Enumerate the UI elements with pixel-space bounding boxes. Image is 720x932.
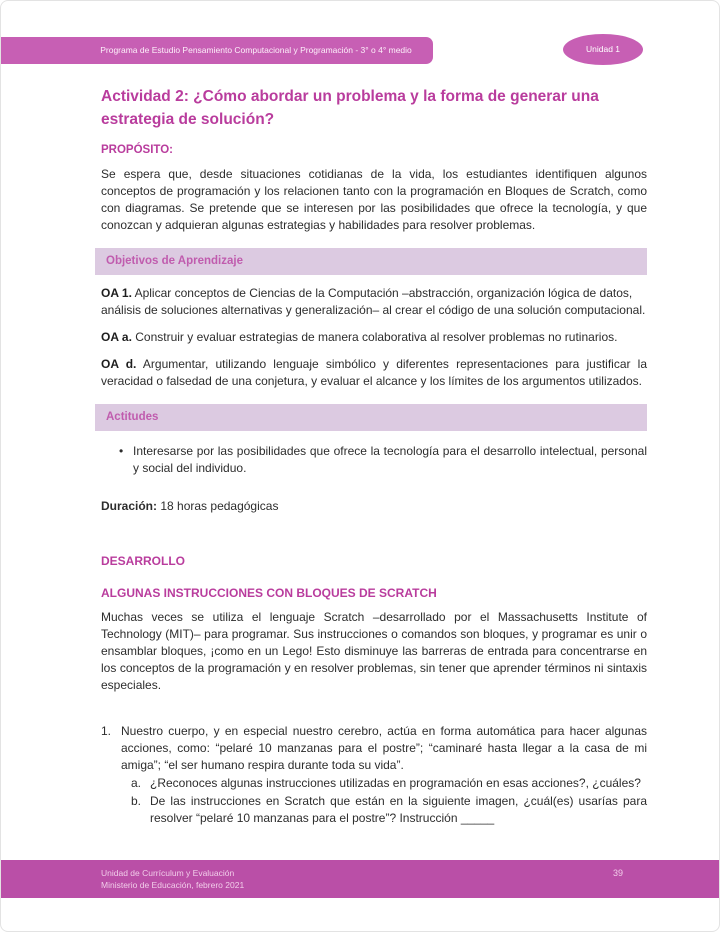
unit-badge-label: Unidad 1 [585,44,621,54]
list-item-number: 1. [101,724,112,738]
proposito-heading: PROPÓSITO: [101,144,173,156]
sub-item-a [121,775,647,792]
objetivos-section-bar [95,248,647,275]
scratch-intro-paragraph: Muchas veces se utiliza el lenguaje Scratch –desarrollado por el Massachusetts Institute of Technology (MIT)– para programar. Sus instrucciones o comandos son bloques, y programar es unir o ensamblar bloques, ¡como en un Lego! Esto disminuye las barreras de entrada para concentrarse en los conceptos de la programación y en resolver problemas, sin tener que aprender términos ni sintaxis especiales. [101,610,647,692]
list-item-1 [101,723,647,827]
actitudes-section-label: Actitudes [106,411,159,423]
oa-code: OA d. [101,357,137,371]
activity-title: Actividad 2: ¿Cómo abordar un problema y la forma de generar una estrategia de solución? [101,88,599,128]
sub-item-letter: a. [131,776,142,790]
list-item-body [121,723,647,827]
page-content [101,1,647,827]
oa-text: Aplicar conceptos de Ciencias de la Computación –abstracción, organización lógica de datos, análisis de soluciones alternativas y generalización– al crear el código de una solución computacional. [101,286,646,317]
sub-item-text: ¿Reconoces algunas instrucciones utilizadas en programación en esas acciones?, ¿cuáles? [150,776,641,790]
oa-code: OA a. [101,330,132,344]
duracion-value: 18 horas pedagógicas [160,499,279,513]
desarrollo-heading: DESARROLLO [101,554,185,568]
footer-line2: Ministerio de Educación, febrero 2021 [101,880,245,890]
oa-item-a [101,329,647,346]
footer-line1: Unidad de Currículum y Evaluación [101,868,235,878]
list-item-text: Nuestro cuerpo, y en especial nuestro cerebro, actúa en forma automática para hacer algunas acciones, como: “pelaré 10 manzanas para el postre”; “caminaré hasta llegar a la casa de mi amiga”; “el ser humano respira durante toda su vida”. [121,724,647,772]
oa-text: Construir y evaluar estrategias de manera colaborativa al resolver problemas no rutinarios. [135,330,618,344]
footer-credits [101,867,244,891]
footer-ribbon [1,860,720,898]
actitudes-bullet-text: Interesarse por las posibilidades que ofrece la tecnología para el desarrollo intelectual, personal y social del individuo. [133,444,647,475]
actitudes-bullet-item [101,443,647,477]
oa-text: Argumentar, utilizando lenguaje simbólico y diferentes representaciones para justificar la veracidad o falsedad de una conjetura, y evaluar el alcance y los límites de los argumentos utilizados. [101,357,647,388]
program-title: Programa de Estudio Pensamiento Computacional y Programación - 3° o 4° medio [100,45,412,55]
duracion-line [101,498,647,515]
proposito-paragraph: Se espera que, desde situaciones cotidianas de la vida, los estudiantes identifiquen algunos conceptos de programación y los relacionen tanto con la programación en Bloques de Scratch, como con diagramas. Se pretende que se interesen por las posibilidades que ofrece la tecnología, y que conozcan y adquieran algunas estrategias y habilidades para resolver problemas. [101,167,647,232]
page-number: 39 [612,868,623,878]
scratch-subheading: ALGUNAS INSTRUCCIONES CON BLOQUES DE SCRATCH [101,586,437,600]
sub-item-b [121,793,647,827]
oa-code: OA 1. [101,286,132,300]
bullet-icon: • [119,444,124,458]
duracion-label: Duración: [101,499,158,513]
sub-item-letter: b. [131,794,142,808]
sub-item-text: De las instrucciones en Scratch que están en la siguiente imagen, ¿cuál(es) usarías para resolver “pelaré 10 manzanas para el postre”? Instrucción _____ [150,794,647,825]
actitudes-section-bar [95,404,647,431]
oa-item-d [101,356,647,390]
objetivos-section-label: Objetivos de Aprendizaje [106,255,243,267]
oa-item-1 [101,285,647,319]
